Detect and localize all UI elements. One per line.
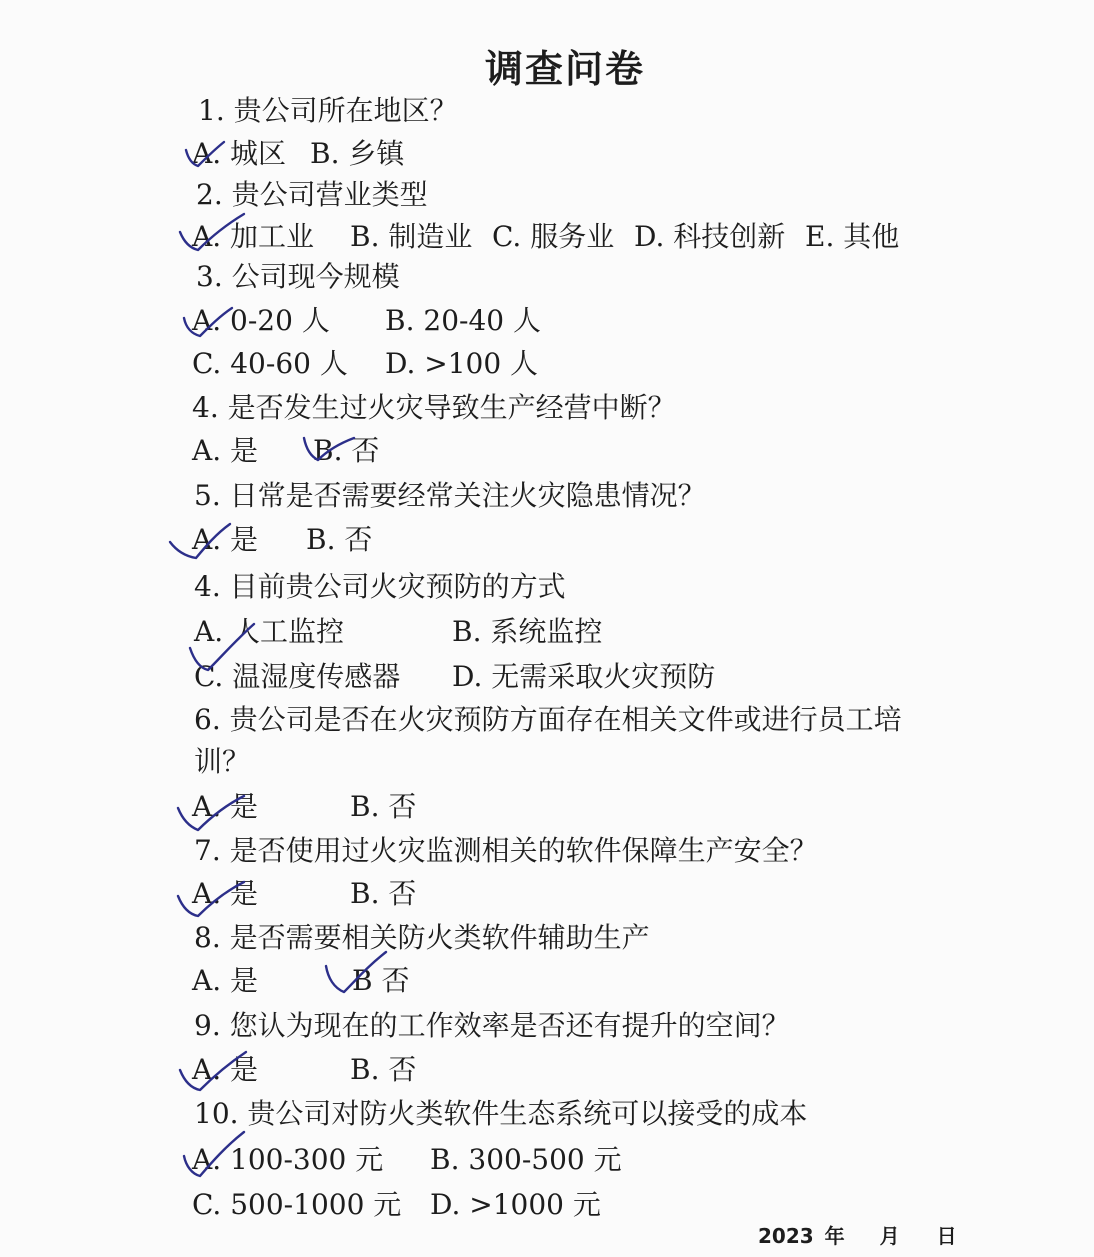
question-6-continued: 训？ (194, 745, 251, 778)
q10-option-b[interactable]: B. 300-500 元 (430, 1143, 622, 1176)
q2-option-b[interactable]: B. 制造业 (350, 220, 473, 253)
q9-option-b[interactable]: B. 否 (350, 1053, 417, 1086)
q4b-option-a[interactable]: A. 人工监控 (194, 615, 345, 648)
question-2: 2. 贵公司营业类型 (196, 178, 428, 211)
question-9: 9. 您认为现在的工作效率是否还有提升的空间？ (194, 1009, 790, 1042)
date-year-unit: 年 (824, 1224, 845, 1248)
question-6: 6. 贵公司是否在火灾预防方面存在相关文件或进行员工培 (194, 703, 902, 736)
q1-option-a[interactable]: A. 城区 (192, 137, 287, 170)
q3-option-c[interactable]: C. 40-60 人 (192, 347, 348, 380)
q10-option-a[interactable]: A. 100-300 元 (192, 1143, 384, 1176)
q10-option-d[interactable]: D. >1000 元 (430, 1188, 601, 1221)
question-1: 1. 贵公司所在地区？ (198, 94, 458, 127)
q3-option-a[interactable]: A. 0-20 人 (192, 304, 330, 337)
q5-option-b[interactable]: B. 否 (306, 523, 373, 556)
question-4b: 4. 目前贵公司火灾预防的方式 (194, 570, 566, 603)
question-8: 8. 是否需要相关防火类软件辅助生产 (194, 921, 650, 954)
q4b-option-d[interactable]: D. 无需采取火灾预防 (452, 660, 716, 693)
question-5: 5. 日常是否需要经常关注火灾隐患情况？ (194, 479, 706, 512)
q2-option-a[interactable]: A. 加工业 (192, 220, 315, 253)
date-month-unit: 月 (879, 1224, 900, 1248)
question-10: 10. 贵公司对防火类软件生态系统可以接受的成本 (194, 1097, 808, 1130)
q8-option-b[interactable]: B 否 (352, 964, 410, 997)
q2-option-e[interactable]: E. 其他 (805, 220, 900, 253)
q10-option-c[interactable]: C. 500-1000 元 (192, 1188, 402, 1221)
q4-option-b[interactable]: B. 否 (313, 434, 380, 467)
q4b-option-b[interactable]: B. 系统监控 (452, 615, 603, 648)
q3-option-d[interactable]: D. >100 人 (385, 347, 539, 380)
q1-option-b[interactable]: B. 乡镇 (310, 137, 405, 170)
q6-option-b[interactable]: B. 否 (350, 790, 417, 823)
question-4: 4. 是否发生过火灾导致生产经营中断？ (192, 391, 676, 424)
question-3: 3. 公司现今规模 (196, 260, 400, 293)
question-7: 7. 是否使用过火灾监测相关的软件保障生产安全？ (194, 834, 818, 867)
page-title: 调查问卷 (484, 46, 645, 91)
q6-option-a[interactable]: A. 是 (192, 790, 259, 823)
q7-option-a[interactable]: A. 是 (192, 877, 259, 910)
q3-option-b[interactable]: B. 20-40 人 (385, 304, 541, 337)
q2-option-d[interactable]: D. 科技创新 (634, 220, 786, 253)
q5-option-a[interactable]: A. 是 (192, 523, 259, 556)
q4b-option-c[interactable]: C. 温湿度传感器 (194, 660, 401, 693)
date-year: 2023 (758, 1224, 814, 1248)
date-line (758, 1220, 957, 1249)
q8-option-a[interactable]: A. 是 (192, 964, 259, 997)
q9-option-a[interactable]: A. 是 (192, 1053, 259, 1086)
q4-option-a[interactable]: A. 是 (192, 434, 259, 467)
q2-option-c[interactable]: C. 服务业 (492, 220, 615, 253)
q7-option-b[interactable]: B. 否 (350, 877, 417, 910)
date-day-unit: 日 (936, 1224, 957, 1248)
